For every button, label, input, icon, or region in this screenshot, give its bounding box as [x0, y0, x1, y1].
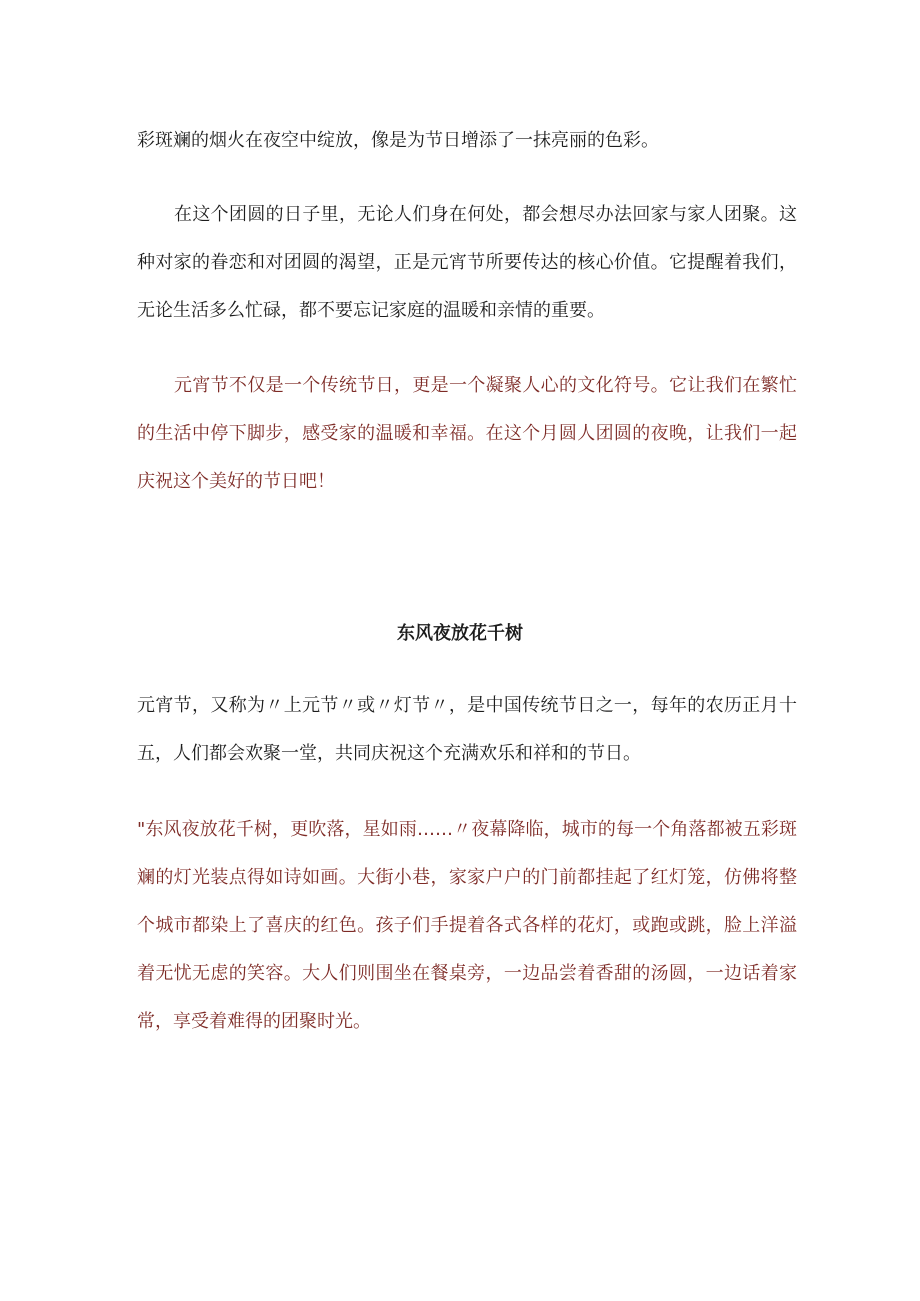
- section-title: 东风夜放花千树: [397, 623, 523, 644]
- paragraph-night-scene: "东风夜放花千树，更吹落，星如雨……〃夜幕降临，城市的每一个角落都被五彩斑斓的灯光装点得如诗如画。大街小巷，家家户户的门前都挂起了红灯笼，仿佛将整个城市都染上了喜庆的红色。孩子们手提着各式各样的花灯，或跑或跳，脸上洋溢着无忧无虑的笑容。大人们则围坐在餐桌旁，一边品尝着香甜的汤圆，一边话着家常，享受着难得的团聚时光。: [137, 819, 797, 1032]
- paragraph-cultural-symbol: 元宵节不仅是一个传统节日，更是一个凝聚人心的文化符号。它让我们在繁忙的生活中停下脚步，感受家的温暖和幸福。在这个月圆人团圆的夜晚，让我们一起庆祝这个美好的节日吧！: [137, 375, 797, 492]
- paragraph-lantern-festival-intro: 元宵节，又称为〃上元节〃或〃灯节〃，是中国传统节日之一，每年的农历正月十五，人们都会欢聚一堂，共同庆祝这个充满欢乐和祥和的节日。: [137, 695, 797, 764]
- paragraph-fireworks: 彩斑斓的烟火在夜空中绽放，像是为节日增添了一抹亮丽的色彩。: [137, 130, 659, 151]
- paragraph-reunion: 在这个团圆的日子里，无论人们身在何处，都会想尽办法回家与家人团聚。这种对家的眷恋和对团圆的渴望，正是元宵节所要传达的核心价值。它提醒着我们，无论生活多么忙碌，都不要忘记家庭的温暖和亲情的重要。: [137, 204, 797, 321]
